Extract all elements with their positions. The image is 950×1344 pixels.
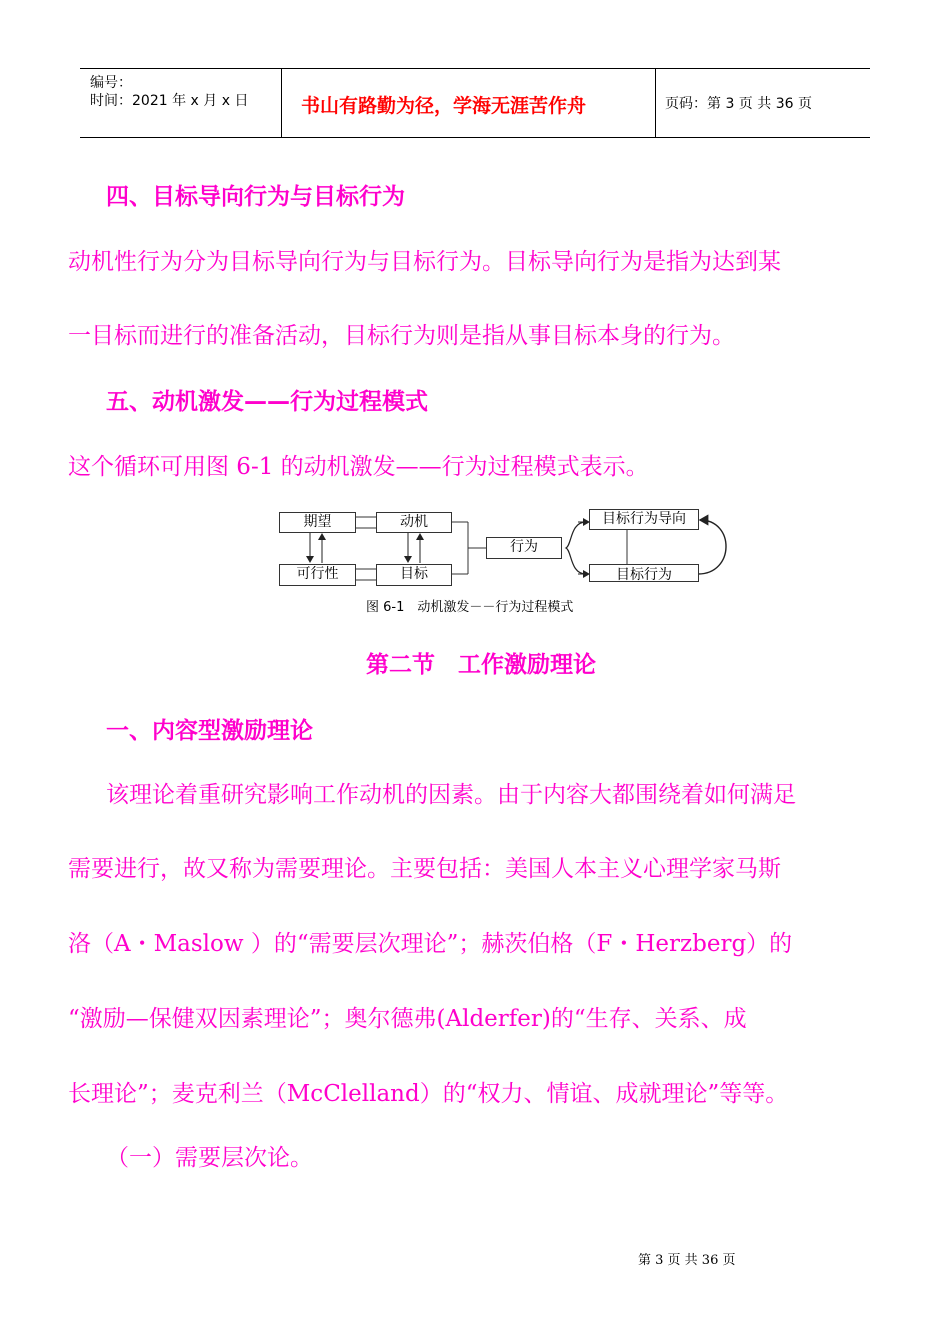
box-goal: 目标 [376, 564, 452, 586]
box-goal-directed: 目标行为导向 [589, 509, 699, 530]
section4-heading: 四、目标导向行为与目标行为 [106, 184, 405, 210]
motto: 书山有路勤为径，学海无涯苦作舟 [301, 95, 587, 117]
box-goal-behavior: 目标行为 [589, 564, 699, 582]
section4-line1: 动机性行为分为目标导向行为与目标行为。目标导向行为是指为达到某 [68, 249, 781, 275]
figure-connectors [0, 0, 950, 620]
box-motive: 动机 [376, 512, 452, 533]
subsection1-line1: 该理论着重研究影响工作动机的因素。由于内容大都围绕着如何满足 [106, 782, 796, 808]
section4-line2: 一目标而进行的准备活动，目标行为则是指从事目标本身的行为。 [68, 323, 735, 349]
subsection1-line4: “激励—保健双因素理论”；奥尔德弗(Alderfer)的“生存、关系、成 [68, 1006, 747, 1032]
subsection1-line5: 长理论”；麦克利兰（McClelland）的“权力、情谊、成就理论”等等。 [68, 1081, 789, 1107]
subsection1-line2: 需要进行，故又称为需要理论。主要包括：美国人本主义心理学家马斯 [68, 856, 781, 882]
box-feasibility: 可行性 [279, 564, 356, 586]
box-behavior: 行为 [486, 537, 562, 559]
section5-heading: 五、动机激发——行为过程模式 [106, 389, 428, 415]
time-label: 时间：2021 年 x 月 x 日 [90, 93, 249, 109]
section-title: 第二节 工作激励理论 [366, 652, 596, 678]
page-footer: 第 3 页 共 36 页 [638, 1253, 736, 1268]
item1-heading: （一）需要层次论。 [106, 1145, 313, 1171]
subsection1-line3: 洛（A・Maslow ）的“需要层次理论”；赫茨伯格（F・Herzberg）的 [68, 931, 793, 957]
page-label: 页码：第 3 页 共 36 页 [665, 96, 812, 112]
figure-caption: 图 6-1 动机激发－－行为过程模式 [366, 600, 574, 615]
subsection1-heading: 一、内容型激励理论 [106, 718, 313, 744]
section5-line1: 这个循环可用图 6-1 的动机激发——行为过程模式表示。 [68, 454, 649, 480]
box-expectation: 期望 [279, 512, 356, 533]
number-label: 编号： [90, 75, 132, 91]
